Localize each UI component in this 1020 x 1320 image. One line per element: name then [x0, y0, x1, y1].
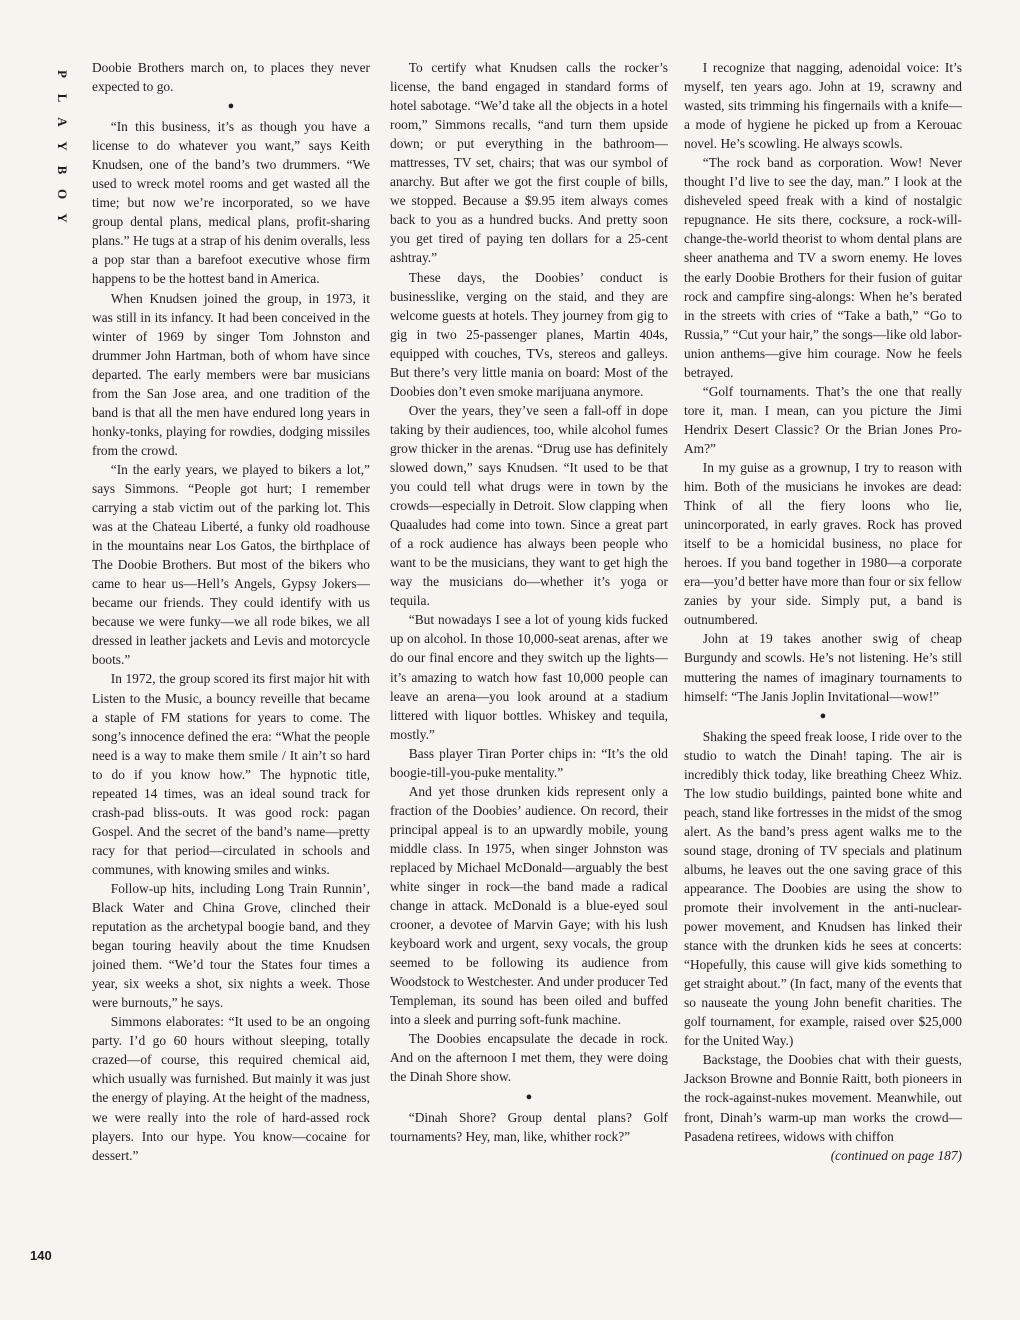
- article-paragraph: I recognize that nagging, adenoidal voice: It’s myself, ten years ago. John at 19, scrawny and wasted, sits trimming his fingernails with a knife—a mode of hygiene he picked up from a Kerouac novel. He’s scowling. He always scowls.: [684, 60, 962, 152]
- article-paragraph: “Dinah Shore? Group dental plans? Golf tournaments? Hey, man, like, whither rock?”: [390, 1109, 668, 1144]
- masthead-letter: Y: [55, 141, 70, 151]
- article-paragraph: And yet those drunken kids represent only a fraction of the Doobies’ audience. On record, their principal appeal is to an upwardly mobile, young middle class. In 1975, when singer Johnston was replaced by Michael McDonald—arguably the best white singer in rock—the band made a radical change in attack. McDonald is a blue-eyed soul crooner, a devotee of Marvin Gaye; with his lush keyboard work and urgent, sexy vocals, the group seemed to be following its audience from Woodstock to Westchester. And under producer Ted Templeman, its sound has been oiled and buffed into a sleek and purring soft-funk machine.: [390, 783, 668, 1028]
- article-paragraph: Over the years, they’ve seen a fall-off in dope taking by their audiences, too, while alcohol fumes grow thicker in the arenas. “Drug use has definitely slowed down,” says Knudsen. “It used to be that you could tell what drugs were in town by the crowds—especially in Detroit. Slow clapping when Quaaludes had come into town. Since a great part of a rock audience has always been people who want to be the musicians, they want to get high the way the musicians do—whether it’s yoga or tequila.: [390, 402, 668, 609]
- article-paragraph: “Golf tournaments. That’s the one that really tore it, man. I mean, can you picture the Jimi Hendrix Desert Classic? Or the Brian Jones Pro-Am?”: [684, 383, 962, 456]
- section-separator: ●: [227, 100, 235, 113]
- article-paragraph: Shaking the speed freak loose, I ride over to the studio to watch the Dinah! taping. The air is incredibly thick today, like breathing Cheez Whiz. The low studio buildings, painted bone white and peach, stand like fortresses in the midst of the smog alert. As the band’s press agent walks me to the sound stage, droning of TV specials and platinum albums, he leaves out the one saving grace of this appearance. The Doobies are using the show to promote their involvement in the anti-nuclear-power movement, and Knudsen has linked their stance with the drunken kids he sees at concerts: “Hopefully, this cause will give kids something to get straight about.” (In fact, many of the events that so nauseate the young John benefit charities. The golf tournament, for example, raised over $25,000 for the United Way.): [684, 728, 962, 1049]
- article-column-3: [684, 58, 962, 1272]
- article-paragraph: The Doobies encapsulate the decade in rock. And on the afternoon I met them, they were doing the Dinah Shore show.: [390, 1031, 668, 1085]
- page-number: 140: [30, 1248, 52, 1263]
- masthead-letter: L: [55, 93, 70, 103]
- article-paragraph: To certify what Knudsen calls the rocker’s license, the band engaged in standard forms of hotel sabotage. “We’d take all the objects in a hotel room,” Simmons recalls, “and turn them upside down; or put everything in the bathroom—mattresses, TV set, chairs; that was our symbol of anarchy. But after we got the first couple of bills, we stopped. Because a $9.95 item always comes back to you as a hundred bucks. And pretty soon you get tired of paying ten dollars for a 25-cent ashtray.”: [390, 60, 668, 266]
- masthead-letter: B: [55, 165, 70, 175]
- article-paragraph: Doobie Brothers march on, to places they never expected to go.: [92, 60, 370, 95]
- article-paragraph: When Knudsen joined the group, in 1973, it was still in its infancy. It had been conceived in the winter of 1969 by singer Tom Johnston and drummer John Hartman, both of whom have since departed. The early members were bar musicians from the San Jose area, and one tradition of the band is that all the men have endured long years in honky-tonks, playing for rowdies, dodging missiles from the crowd.: [92, 290, 370, 458]
- article-paragraph: Follow-up hits, including Long Train Runnin’, Black Water and China Grove, clinched their reputation as the archetypal boogie band, and they began touring heavily about the time Knudsen joined them. “We’d tour the States four times a year, six weeks a shot, six nights a week. Those were burnouts,” he says.: [92, 880, 370, 1011]
- article-paragraph: “In this business, it’s as though you have a license to do whatever you want,” says Keith Knudsen, one of the band’s two drummers. “We used to wreck motel rooms and get wasted all the time; but now we’re incorporated, so we have group dental plans, medical plans, profit-sharing plans.” He tugs at a strap of his denim overalls, less a pop star than a barefoot executive whose firm happens to be the hottest band in America.: [92, 119, 370, 287]
- masthead-letter: Y: [55, 213, 70, 223]
- magazine-masthead: [54, 62, 70, 230]
- article-paragraph: In my guise as a grownup, I try to reason with him. Both of the musicians he invokes are dead: Think of all the fiery loons who lie, unincorporated, in early graves. Rock has proved itself to be a homicidal business, no place for heroes. If you band together in 1980—a corporate era—you’d better have more than four or six fellow zanies by your side. Simply put, a band is outnumbered.: [684, 459, 962, 628]
- article-column-2: [390, 58, 668, 1272]
- article-paragraph: These days, the Doobies’ conduct is businesslike, verging on the staid, and they are welcome guests at hotels. They journey from gig to gig in two 25-passenger planes, Martin 404s, equipped with couches, TVs, stereos and galleys. But there’s very little mania on board: Most of the Doobies don’t even smoke marijuana anymore.: [390, 269, 668, 399]
- article-paragraph: “But nowadays I see a lot of young kids fucked up on alcohol. In those 10,000-seat arenas, after we do our final encore and they switch up the lights—it’s amazing to watch how fast 10,000 people can leave an arena—you look around at a stadium littered with liquor bottles. Whiskey and tequila, mostly.”: [390, 612, 668, 742]
- article-paragraph: Simmons elaborates: “It used to be an ongoing party. I’d go 60 hours without sleeping, totally crazed—of course, this required chemical aid, which usually was furnished. But mainly it was just the energy of playing. At the height of the madness, we were really into the role of hard-assed rock players. Into our hype. You know—cocaine for dessert.”: [92, 1014, 370, 1163]
- masthead-letter: A: [55, 117, 70, 127]
- article-paragraph: In 1972, the group scored its first major hit with Listen to the Music, a bouncy reveille that became a staple of FM stations for years to come. The song’s innocence defined the era: “What the people need is a way to make them smile / It ain’t so hard to do if you know how.” The hypnotic title, repeated 14 times, was an ideal sound track for crash-pad bliss-outs. It was good rock: pagan Gospel. And the secret of the band’s name—pretty racy for that period—circulated in schools and communes, with knowing smiles and winks.: [92, 671, 370, 877]
- masthead-letter: P: [55, 70, 70, 78]
- section-separator: ●: [819, 709, 827, 722]
- article-paragraph: John at 19 takes another swig of cheap Burgundy and scowls. He’s not listening. He’s still muttering the names of imaginary tournaments to himself: “The Janis Joplin Invitational—wow!”: [684, 631, 962, 704]
- article-paragraph: “The rock band as corporation. Wow! Never thought I’d live to see the day, man.” I look at the disheveled speed freak with a kind of nostalgic repugnance. He sits there, cocksure, a rock-will-change-the-world theorist to whom dental plans are sheer anathema and TV a sworn enemy. He loves the early Doobie Brothers for their fusion of guitar rock and campfire sing-alongs: When he’s berated in the streets with cries of “Take a bath,” “Go to Russia,” “Cut your hair,” the songs—like old labor-union anthems—give him courage. Now he feels betrayed.: [684, 155, 962, 380]
- article-paragraph: Bass player Tiran Porter chips in: “It’s the old boogie-till-you-puke mentality.”: [390, 745, 668, 780]
- article-paragraph: Backstage, the Doobies chat with their guests, Jackson Browne and Bonnie Raitt, both pioneers in the rock-against-nukes movement. Meanwhile, out front, Dinah’s warm-up man works the crowd—Pasadena retirees, widows with chiffon: [684, 1052, 962, 1144]
- article-paragraph: “In the early years, we played to bikers a lot,” says Simmons. “People got hurt; I remember carrying a stab victim out of the parking lot. This was at the Chateau Liberté, a funky old roadhouse in the mountains near Los Gatos, the birthplace of The Doobie Brothers. But most of the bikers who came to hear us—Hell’s Angels, Gypsy Jokers—became our friends. They could identify with us because we were funky—we all rode bikes, we all dressed in leather jackets and Levis and motorcycle boots.”: [92, 461, 370, 668]
- masthead-letter: O: [55, 188, 70, 200]
- article-column-1: [92, 58, 370, 1272]
- section-separator: ●: [525, 1090, 533, 1103]
- continued-note: (continued on page 187): [830, 1147, 962, 1163]
